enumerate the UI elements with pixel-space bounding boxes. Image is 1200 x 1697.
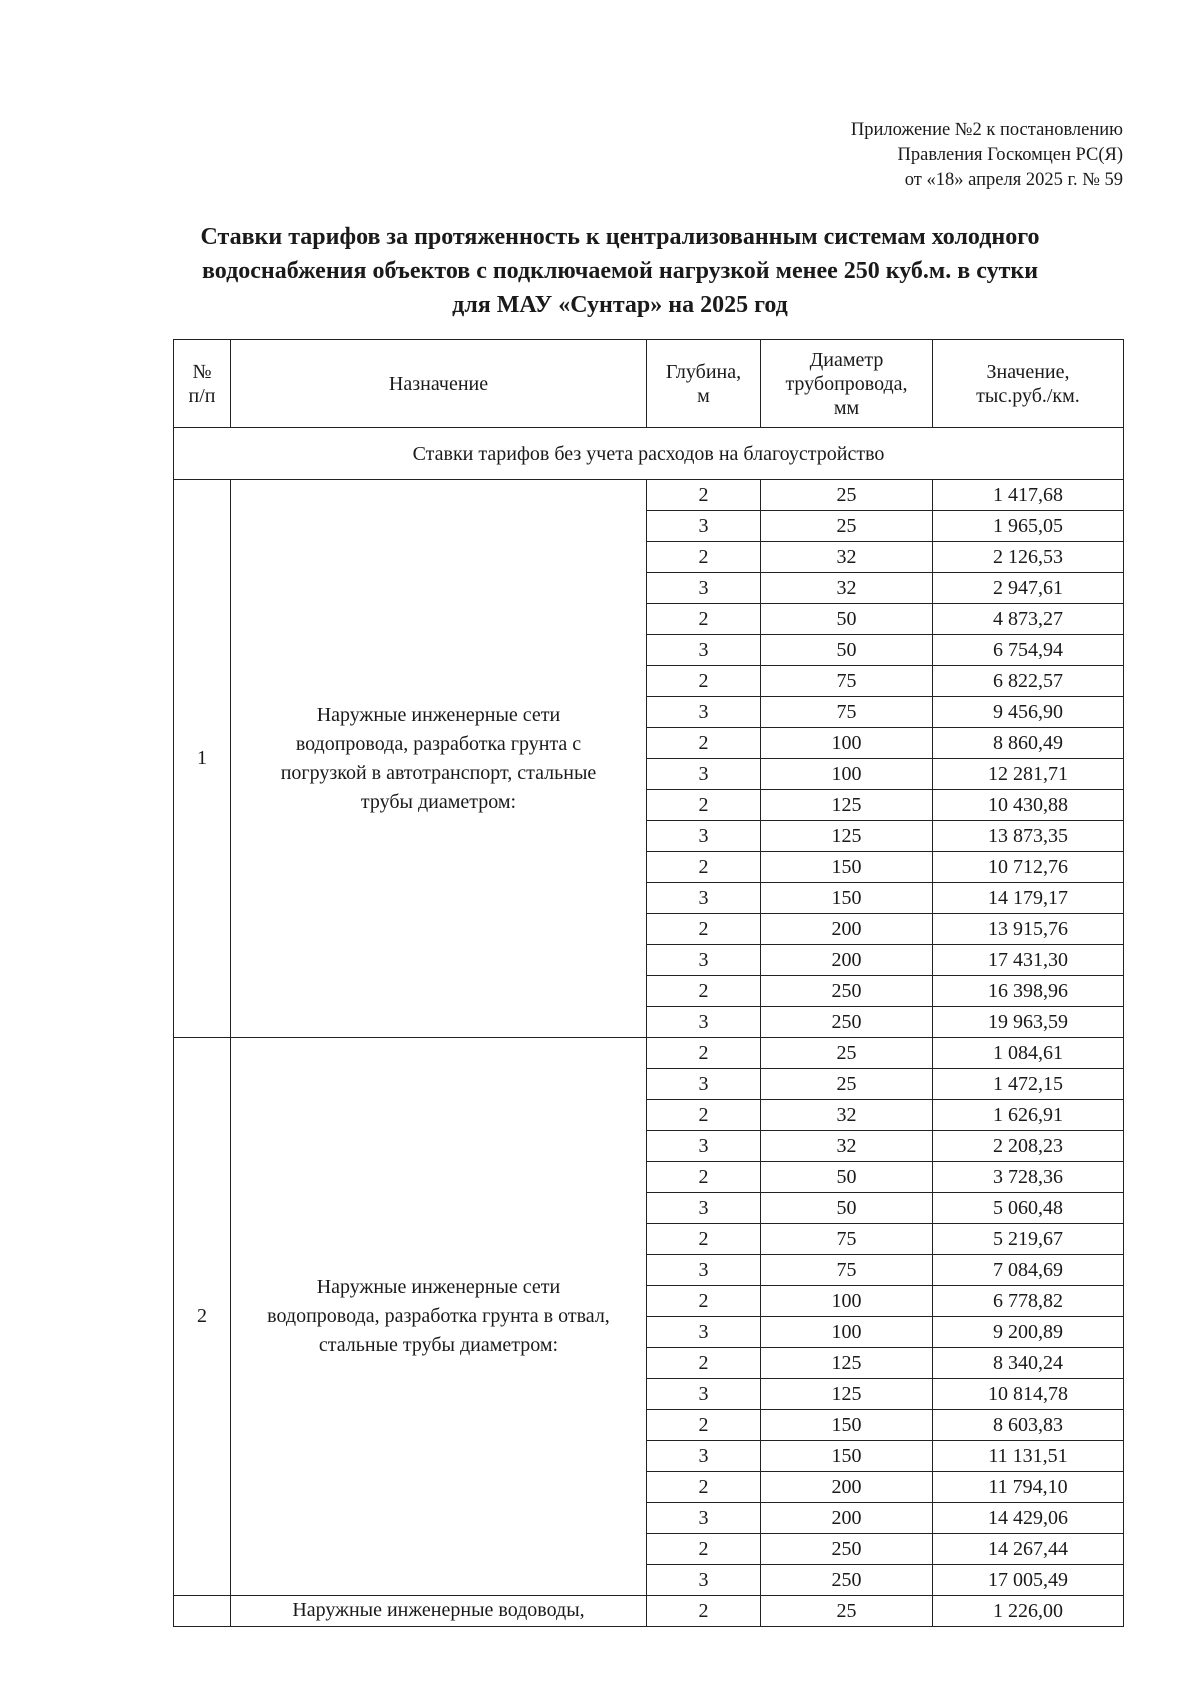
purpose-line: погрузкой в автотранспорт, стальные	[280, 761, 597, 784]
cell-value: 10 430,88	[933, 790, 1124, 821]
cell-diameter: 125	[761, 790, 933, 821]
cell-value: 17 431,30	[933, 945, 1124, 976]
cell-value: 17 005,49	[933, 1565, 1124, 1596]
title-line-1: Ставки тарифов за протяженность к централизованным системам холодного	[200, 224, 1040, 250]
cell-depth: 2	[647, 604, 761, 635]
cell-depth: 2	[647, 1596, 761, 1627]
cell-value: 2 126,53	[933, 542, 1124, 573]
cell-diameter: 200	[761, 1503, 933, 1534]
cell-depth: 2	[647, 790, 761, 821]
purpose-line: водопровода, разработка грунта в отвал,	[267, 1305, 610, 1327]
cell-value: 14 429,06	[933, 1503, 1124, 1534]
cell-depth: 3	[647, 697, 761, 728]
cell-value: 8 860,49	[933, 728, 1124, 759]
cell-depth: 2	[647, 480, 761, 511]
table-header-row	[174, 340, 1124, 428]
appendix-line-3: от «18» апреля 2025 г. № 59	[904, 170, 1123, 190]
purpose-line: Наружные инженерные водоводы,	[292, 1599, 585, 1621]
cell-depth: 2	[647, 914, 761, 945]
cell-diameter: 200	[761, 1472, 933, 1503]
cell-depth: 2	[647, 1410, 761, 1441]
cell-value: 1 472,15	[933, 1069, 1124, 1100]
cell-value: 9 456,90	[933, 697, 1124, 728]
row-purpose	[231, 1596, 647, 1627]
cell-depth: 2	[647, 1038, 761, 1069]
cell-depth: 3	[647, 759, 761, 790]
cell-diameter: 125	[761, 821, 933, 852]
purpose-line: Наружные инженерные сети	[316, 703, 561, 726]
table-row	[174, 1038, 1124, 1069]
cell-depth: 3	[647, 1007, 761, 1038]
cell-diameter: 150	[761, 852, 933, 883]
cell-diameter: 250	[761, 1007, 933, 1038]
cell-value: 11 794,10	[933, 1472, 1124, 1503]
cell-diameter: 25	[761, 1038, 933, 1069]
cell-diameter: 75	[761, 666, 933, 697]
row-number	[174, 1596, 231, 1627]
cell-depth: 3	[647, 1441, 761, 1472]
cell-value: 16 398,96	[933, 976, 1124, 1007]
cell-depth: 2	[647, 1286, 761, 1317]
cell-value: 19 963,59	[933, 1007, 1124, 1038]
table-row	[174, 480, 1124, 511]
cell-diameter: 32	[761, 1100, 933, 1131]
cell-value: 2 208,23	[933, 1131, 1124, 1162]
cell-depth: 2	[647, 976, 761, 1007]
cell-depth: 3	[647, 1193, 761, 1224]
cell-value: 11 131,51	[933, 1441, 1124, 1472]
appendix-reference	[523, 118, 1123, 193]
cell-value: 12 281,71	[933, 759, 1124, 790]
cell-value: 5 060,48	[933, 1193, 1124, 1224]
cell-diameter: 32	[761, 542, 933, 573]
cell-value: 6 822,57	[933, 666, 1124, 697]
header-purpose: Назначение	[231, 340, 647, 428]
cell-value: 10 814,78	[933, 1379, 1124, 1410]
cell-value: 1 084,61	[933, 1038, 1124, 1069]
cell-diameter: 200	[761, 914, 933, 945]
cell-diameter: 75	[761, 1224, 933, 1255]
purpose-line: стальные трубы диаметром:	[318, 1334, 559, 1356]
cell-depth: 2	[647, 542, 761, 573]
cell-depth: 3	[647, 883, 761, 914]
cell-diameter: 75	[761, 1255, 933, 1286]
cell-value: 14 179,17	[933, 883, 1124, 914]
row-number: 2	[174, 1038, 231, 1596]
cell-diameter: 150	[761, 883, 933, 914]
purpose-line: Наружные инженерные сети	[316, 1276, 561, 1298]
purpose-line: трубы диаметром:	[360, 790, 517, 813]
cell-depth: 2	[647, 1472, 761, 1503]
section-row	[174, 428, 1124, 480]
row-purpose	[231, 1038, 647, 1596]
header-depth: Глубина, м	[647, 340, 761, 428]
cell-diameter: 125	[761, 1379, 933, 1410]
cell-diameter: 25	[761, 511, 933, 542]
cell-diameter: 50	[761, 604, 933, 635]
cell-depth: 3	[647, 945, 761, 976]
cell-value: 8 340,24	[933, 1348, 1124, 1379]
cell-diameter: 100	[761, 728, 933, 759]
cell-diameter: 125	[761, 1348, 933, 1379]
cell-depth: 3	[647, 573, 761, 604]
tariff-table	[173, 339, 1124, 1627]
section-title: Ставки тарифов без учета расходов на благоустройство	[174, 428, 1124, 480]
cell-depth: 3	[647, 1255, 761, 1286]
cell-diameter: 250	[761, 1565, 933, 1596]
cell-diameter: 32	[761, 573, 933, 604]
cell-depth: 3	[647, 1503, 761, 1534]
document-title	[120, 220, 1120, 322]
table-body	[174, 428, 1124, 1627]
cell-depth: 3	[647, 1069, 761, 1100]
cell-value: 1 626,91	[933, 1100, 1124, 1131]
header-number: № п/п	[174, 340, 231, 428]
row-number: 1	[174, 480, 231, 1038]
cell-depth: 2	[647, 1534, 761, 1565]
cell-value: 2 947,61	[933, 573, 1124, 604]
header-diameter: Диаметр трубопровода, мм	[761, 340, 933, 428]
cell-depth: 3	[647, 1131, 761, 1162]
cell-value: 8 603,83	[933, 1410, 1124, 1441]
cell-diameter: 25	[761, 1069, 933, 1100]
cell-value: 1 226,00	[933, 1596, 1124, 1627]
cell-diameter: 32	[761, 1131, 933, 1162]
cell-depth: 2	[647, 1348, 761, 1379]
title-line-3: для МАУ «Сунтар» на 2025 год	[452, 292, 788, 318]
cell-value: 13 873,35	[933, 821, 1124, 852]
title-line-2: водоснабжения объектов с подключаемой нагрузкой менее 250 куб.м. в сутки	[201, 258, 1039, 284]
cell-value: 3 728,36	[933, 1162, 1124, 1193]
cell-diameter: 50	[761, 1193, 933, 1224]
cell-diameter: 100	[761, 1317, 933, 1348]
cell-value: 1 417,68	[933, 480, 1124, 511]
cell-diameter: 25	[761, 480, 933, 511]
cell-diameter: 100	[761, 1286, 933, 1317]
cell-diameter: 50	[761, 1162, 933, 1193]
cell-value: 10 712,76	[933, 852, 1124, 883]
header-value: Значение, тыс.руб./км.	[933, 340, 1124, 428]
row-purpose	[231, 480, 647, 1038]
cell-diameter: 250	[761, 1534, 933, 1565]
cell-depth: 3	[647, 1317, 761, 1348]
cell-diameter: 50	[761, 635, 933, 666]
cell-diameter: 100	[761, 759, 933, 790]
purpose-line: водопровода, разработка грунта с	[295, 732, 582, 755]
appendix-line-1: Приложение №2 к постановлению	[850, 120, 1123, 140]
cell-depth: 2	[647, 728, 761, 759]
cell-depth: 2	[647, 1162, 761, 1193]
cell-diameter: 150	[761, 1441, 933, 1472]
table-row	[174, 1596, 1124, 1627]
cell-value: 9 200,89	[933, 1317, 1124, 1348]
cell-value: 5 219,67	[933, 1224, 1124, 1255]
cell-value: 4 873,27	[933, 604, 1124, 635]
cell-depth: 2	[647, 1224, 761, 1255]
appendix-line-2: Правления Госкомцен РС(Я)	[897, 145, 1123, 165]
cell-depth: 3	[647, 1565, 761, 1596]
cell-depth: 2	[647, 666, 761, 697]
cell-diameter: 200	[761, 945, 933, 976]
cell-depth: 3	[647, 511, 761, 542]
cell-value: 6 778,82	[933, 1286, 1124, 1317]
cell-depth: 2	[647, 852, 761, 883]
cell-depth: 3	[647, 635, 761, 666]
cell-value: 7 084,69	[933, 1255, 1124, 1286]
cell-depth: 3	[647, 1379, 761, 1410]
cell-depth: 2	[647, 1100, 761, 1131]
cell-diameter: 25	[761, 1596, 933, 1627]
cell-value: 1 965,05	[933, 511, 1124, 542]
cell-value: 6 754,94	[933, 635, 1124, 666]
cell-diameter: 75	[761, 697, 933, 728]
cell-value: 14 267,44	[933, 1534, 1124, 1565]
cell-value: 13 915,76	[933, 914, 1124, 945]
cell-diameter: 150	[761, 1410, 933, 1441]
cell-diameter: 250	[761, 976, 933, 1007]
cell-depth: 3	[647, 821, 761, 852]
